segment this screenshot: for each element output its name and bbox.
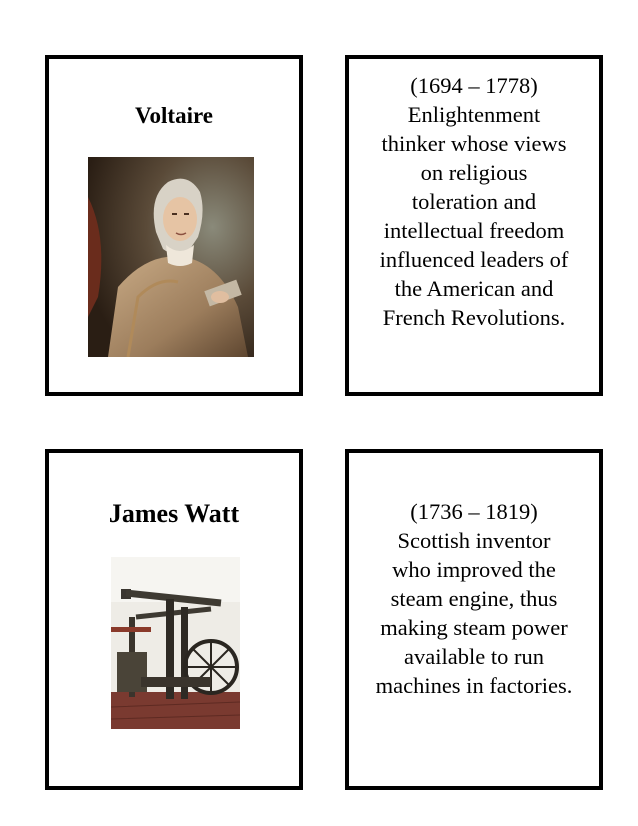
- description-line: steam engine, thus: [390, 586, 558, 611]
- james-watt-name-card: [45, 449, 303, 790]
- person-name: James Watt: [108, 499, 240, 528]
- description-line: influenced leaders of: [379, 247, 569, 272]
- description-line: toleration and: [411, 189, 537, 214]
- description-line: French Revolutions.: [382, 305, 566, 330]
- description-line: Enlightenment: [407, 102, 541, 127]
- voltaire-portrait-image: [88, 157, 254, 357]
- voltaire-description-card: [345, 55, 603, 396]
- description-line: (1694 – 1778): [410, 73, 538, 98]
- steam-engine-image: [111, 557, 240, 729]
- description-line: intellectual freedom: [383, 218, 565, 243]
- voltaire-name-card: [45, 55, 303, 396]
- description-line: thinker whose views: [381, 131, 567, 156]
- description-line: (1736 – 1819): [410, 499, 538, 524]
- description-line: making steam power: [380, 615, 568, 640]
- description-line: machines in factories.: [375, 673, 573, 698]
- description-line: available to run: [404, 644, 544, 669]
- description-line: on religious: [420, 160, 528, 185]
- description-text: [355, 497, 593, 700]
- person-name: Voltaire: [135, 103, 213, 128]
- description-line: Scottish inventor: [397, 528, 551, 553]
- description-line: the American and: [394, 276, 554, 301]
- description-line: who improved the: [392, 557, 556, 582]
- description-text: [355, 71, 593, 332]
- james-watt-description-card: [345, 449, 603, 790]
